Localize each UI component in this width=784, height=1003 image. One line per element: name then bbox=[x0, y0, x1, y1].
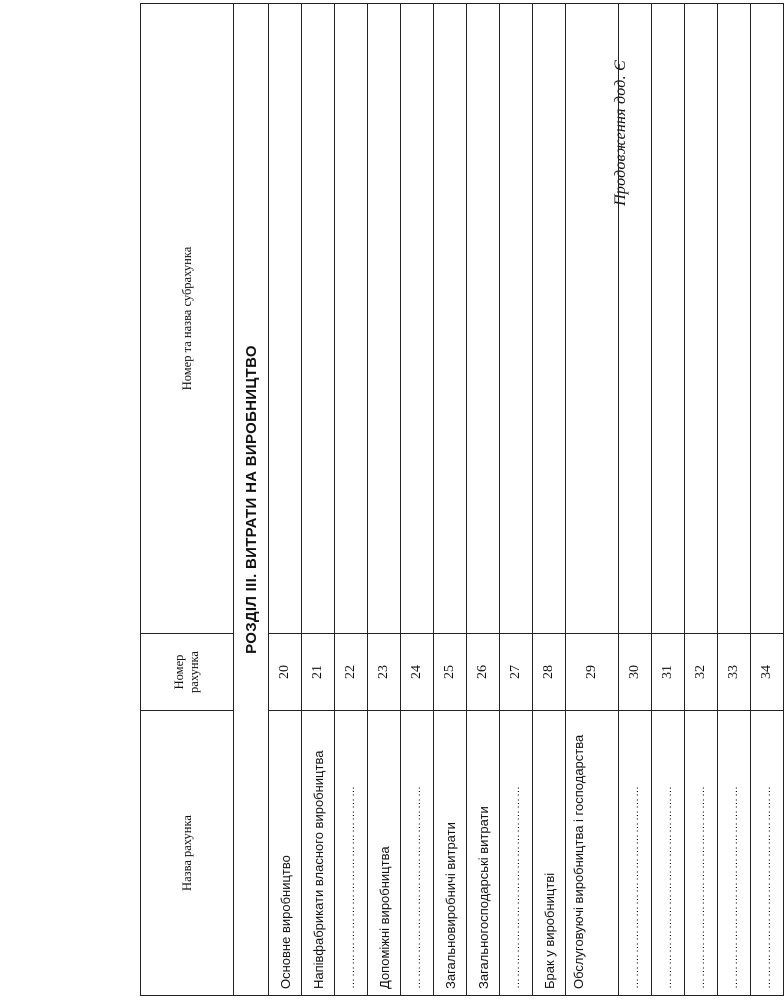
account-name-cell: …………………………………………… bbox=[685, 711, 718, 996]
table-header-row bbox=[141, 4, 234, 996]
account-name-cell: …………………………………………… bbox=[335, 711, 368, 996]
table-row bbox=[533, 4, 566, 996]
subaccount-cell bbox=[652, 4, 685, 634]
table-row bbox=[751, 4, 784, 996]
subaccount-cell bbox=[619, 4, 652, 634]
account-number-cell: 22 bbox=[335, 634, 368, 711]
account-name-cell: Загальногосподарські витрати bbox=[467, 711, 500, 996]
table-row bbox=[302, 4, 335, 996]
table-row bbox=[685, 4, 718, 996]
section-title: РОЗДІЛ ІІІ. ВИТРАТИ НА ВИРОБНИЦТВО bbox=[234, 4, 269, 996]
account-number-cell: 23 bbox=[368, 634, 401, 711]
account-number-cell: 27 bbox=[500, 634, 533, 711]
account-name-cell: Допоміжні виробництва bbox=[368, 711, 401, 996]
account-number-cell: 20 bbox=[269, 634, 302, 711]
subaccount-cell bbox=[434, 4, 467, 634]
account-number-cell: 25 bbox=[434, 634, 467, 711]
subaccount-cell bbox=[335, 4, 368, 634]
table-row bbox=[335, 4, 368, 996]
account-name-cell: …………………………………………… bbox=[652, 711, 685, 996]
subaccount-cell bbox=[566, 4, 619, 634]
account-name-cell: Обслуговуючі виробництва і господарства bbox=[566, 711, 619, 996]
account-number-cell: 30 bbox=[619, 634, 652, 711]
table-row bbox=[619, 4, 652, 996]
subaccount-cell bbox=[500, 4, 533, 634]
account-number-cell: 29 bbox=[566, 634, 619, 711]
account-number-cell: 31 bbox=[652, 634, 685, 711]
table-row bbox=[368, 4, 401, 996]
account-number-cell: 26 bbox=[467, 634, 500, 711]
table-row bbox=[718, 4, 751, 996]
account-name-cell: …………………………………………… bbox=[401, 711, 434, 996]
account-name-cell: Напівфабрикати власного виробництва bbox=[302, 711, 335, 996]
table-row bbox=[434, 4, 467, 996]
account-number-cell: 21 bbox=[302, 634, 335, 711]
subaccount-cell bbox=[467, 4, 500, 634]
account-name-cell: Брак у виробництві bbox=[533, 711, 566, 996]
header-account-number: Номер рахунка bbox=[141, 634, 234, 711]
account-name-cell: …………………………………………… bbox=[718, 711, 751, 996]
header-subaccount: Номер та назва субрахунка bbox=[141, 4, 234, 634]
account-number-cell: 28 bbox=[533, 634, 566, 711]
chart-of-accounts-table bbox=[140, 3, 784, 996]
section-row bbox=[234, 4, 269, 996]
subaccount-cell bbox=[751, 4, 784, 634]
account-number-cell: 32 bbox=[685, 634, 718, 711]
table-row bbox=[500, 4, 533, 996]
account-number-cell: 24 bbox=[401, 634, 434, 711]
subaccount-cell bbox=[533, 4, 566, 634]
account-name-cell: …………………………………………… bbox=[500, 711, 533, 996]
table-row bbox=[467, 4, 500, 996]
subaccount-cell bbox=[302, 4, 335, 634]
subaccount-cell bbox=[401, 4, 434, 634]
table-row bbox=[269, 4, 302, 996]
table-row bbox=[652, 4, 685, 996]
continuation-note-text: Продовження дод. Є bbox=[612, 60, 629, 206]
account-name-cell: Загальновиробничі витрати bbox=[434, 711, 467, 996]
account-name-cell: Основне виробництво bbox=[269, 711, 302, 996]
subaccount-cell bbox=[718, 4, 751, 634]
header-account-name: Назва рахунка bbox=[141, 711, 234, 996]
account-number-cell: 34 bbox=[751, 634, 784, 711]
subaccount-cell bbox=[368, 4, 401, 634]
table-row bbox=[401, 4, 434, 996]
subaccount-cell bbox=[269, 4, 302, 634]
account-name-cell: …………………………………………… bbox=[619, 711, 652, 996]
subaccount-cell bbox=[685, 4, 718, 634]
account-number-cell: 33 bbox=[718, 634, 751, 711]
table-row bbox=[566, 4, 619, 996]
account-name-cell: …………………………………………… bbox=[751, 711, 784, 996]
